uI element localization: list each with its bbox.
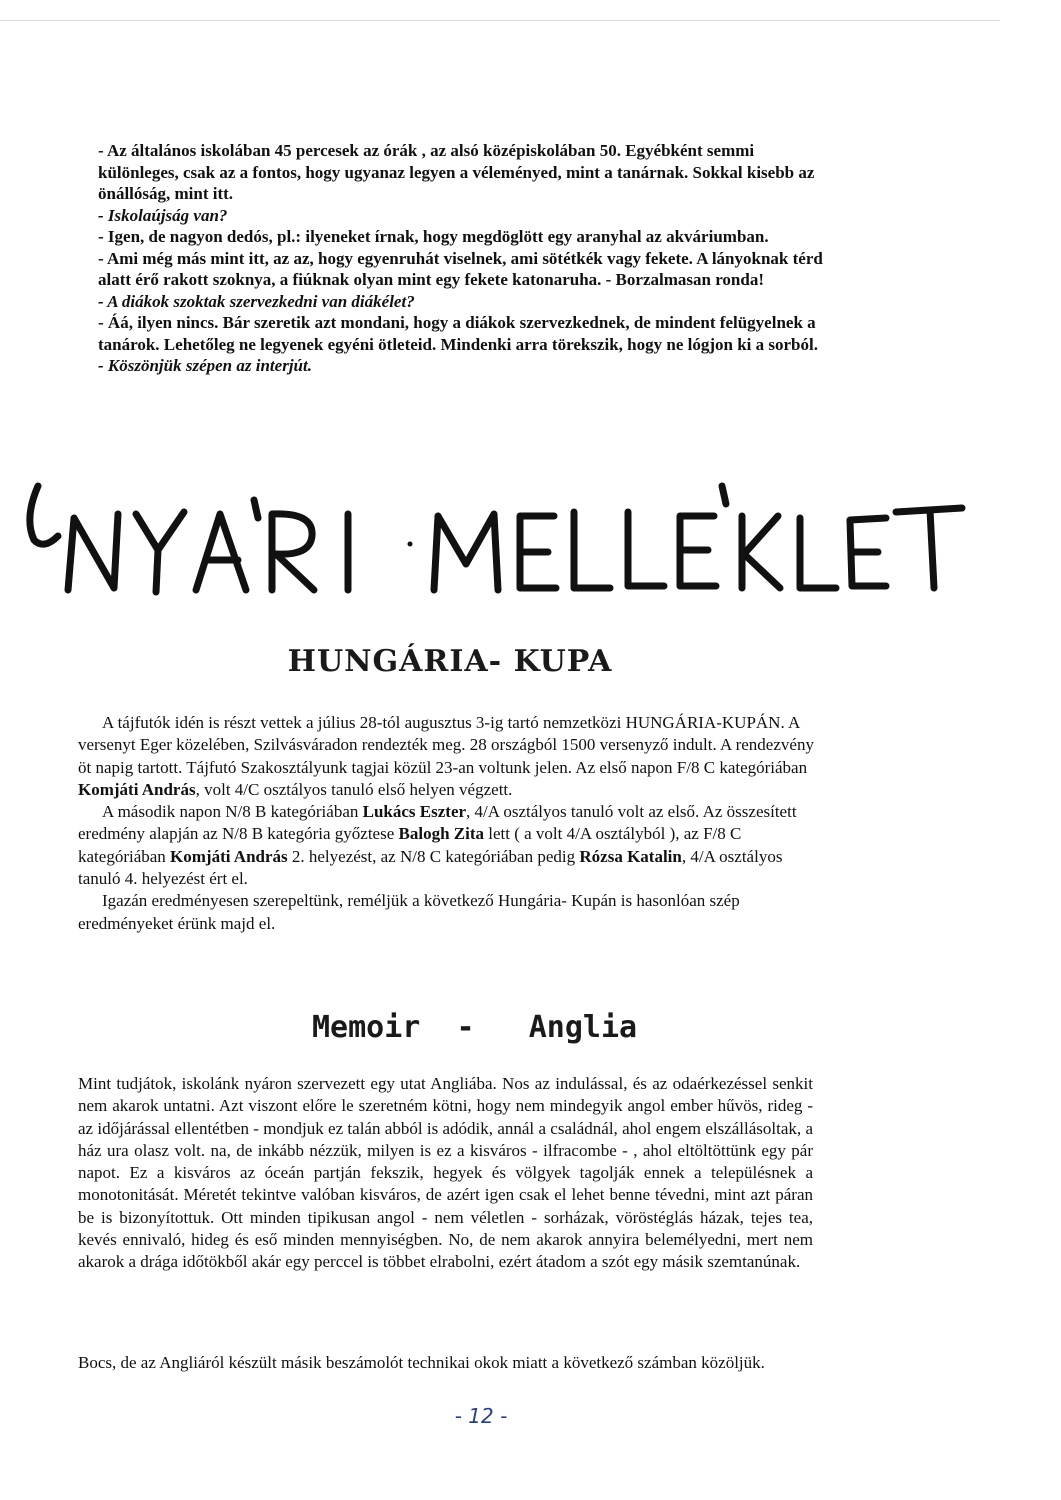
- text-run: lett ( a volt 4/A osztályból ), az F/8 C kategóriában: [78, 824, 742, 866]
- hungaria-paragraph-1: [78, 712, 823, 801]
- hungaria-kupa-article: [78, 712, 823, 935]
- text-run: , 4/A osztályos tanuló volt az első. Az összesített eredmény alapján az N/8 B kategória győztese: [78, 802, 797, 844]
- page-number: - 12 -: [454, 1404, 508, 1428]
- text-run: , volt 4/C osztályos tanuló első helyen végzett.: [195, 779, 513, 799]
- interview-answer: - Áá, ilyen nincs. Bár szeretik azt mondani, hogy a diákok szervezkednek, de mindent felügyelnek a tanárok. Lehetőleg ne legyenek egyéni ötleteid. Mindenki arra törekszik, hogy ne lógjon ki a sorból.: [98, 313, 818, 354]
- interview-answer: - Ami még más mint itt, az az, hogy egyenruhát viselnek, ami sötétkék vagy fekete. A lányoknak térd alatt érő rakott szoknya, a fiúknak olyan mint egy fekete katonaruha. - Borzalmasan ronda!: [98, 248, 823, 289]
- memoir-article: [78, 1073, 813, 1274]
- interview-section: [98, 140, 828, 377]
- scan-edge-line: [0, 20, 1000, 21]
- text-run: A második napon N/8 B kategóriában: [102, 802, 363, 822]
- text-run: 2. helyezést, az N/8 C kategóriában pedig: [287, 846, 580, 866]
- interview-question: - A diákok szoktak szervezkedni van diákélet?: [98, 291, 415, 311]
- text-run: A tájfutók idén is részt vettek a július 28-tól augusztus 3-ig tartó nemzetközi HUNGÁRIA-KUPÁN. A versenyt Eger közelében, Szilvásváradon rendezték meg. 28 országból 1500 versenyző indult. A rendezvény öt napig tartott. Tájfutó Szakosztályunk tagjai közül 23-an voltunk jelen. Az első napon F/8 C kategóriában: [78, 713, 814, 777]
- memoir-closing-paragraph: Bocs, de az Angliáról készült másik beszámolót technikai okok miatt a következő számban közöljük.: [78, 1353, 765, 1372]
- memoir-closing: [78, 1352, 813, 1374]
- athlete-name: Komjáti András: [170, 846, 288, 866]
- interview-question: - Köszönjük szépen az interjút.: [98, 356, 312, 375]
- handwritten-title-drawing: [14, 478, 974, 608]
- memoir-body-paragraph: Mint tudjátok, iskolánk nyáron szervezett egy utat Angliába. Nos az indulással, és az odaérkezéssel senkit nem akarok untatni. Azt viszont előre le szeretném kötni, hogy nem mindegyik angol ember hűvös, rideg - az időjárással ellentétben - mondjuk ez talán abból is adódik, annál a családnál, ahol engem elszállásoltak, a ház ura olasz volt. na, de inkább nézzük, milyen is ez a kisváros - ilfracombe - , ahol eltöltöttünk egy pár napot. Ez a kisváros az óceán partján fekszik, hegyek és völgyek tagolják ennek a településnek a monotonitását. Méretét tekintve valóban kisváros, de azért igen csak el lehet benne tévedni, mint azt páran be is bizonyítottuk. Ott minden tipikusan angol - nem véletlen - sorházak, vöröstéglás házak, tejes tea, kevés ennivaló, hideg és eső minden mennyiségben. No, de nem akarok annyira belemélyedni, mert nem akarok a drága időtökből akár egy perccel is többet elrabolni, ezért átadom a szót egy másik szemtanúnak.: [78, 1074, 813, 1272]
- hungaria-kupa-title: HUNGÁRIA- KUPA: [287, 644, 613, 679]
- interview-answer: - Az általános iskolában 45 percesek az órák , az alsó középiskolában 50. Egyébként semmi különleges, csak az a fontos, hogy ugyanaz legyen a véleményed, mint a tanárnak. Sokkal kisebb az önállóság, mint itt.: [98, 141, 815, 203]
- text-run: , 4/A osztályos tanuló 4. helyezést ért el.: [78, 846, 783, 889]
- hungaria-paragraph-3: Igazán eredményesen szerepeltünk, reméljük a következő Hungária- Kupán is hasonlóan szép eredményeket érünk majd el.: [78, 891, 740, 933]
- hungaria-paragraph-2: [78, 801, 823, 890]
- athlete-name: Lukács Eszter: [362, 802, 467, 822]
- memoir-title: Memoir - Anglia: [312, 1010, 638, 1045]
- handwritten-title: [14, 478, 974, 608]
- athlete-name: Balogh Zita: [398, 824, 485, 844]
- athlete-name: Rózsa Katalin: [579, 846, 682, 866]
- interview-question: - Iskolaújság van?: [98, 205, 228, 225]
- athlete-name: Komjáti András: [78, 779, 196, 799]
- interview-answer: - Igen, de nagyon dedós, pl.: ilyeneket írnak, hogy megdöglött egy aranyhal az akváriumban.: [98, 227, 769, 246]
